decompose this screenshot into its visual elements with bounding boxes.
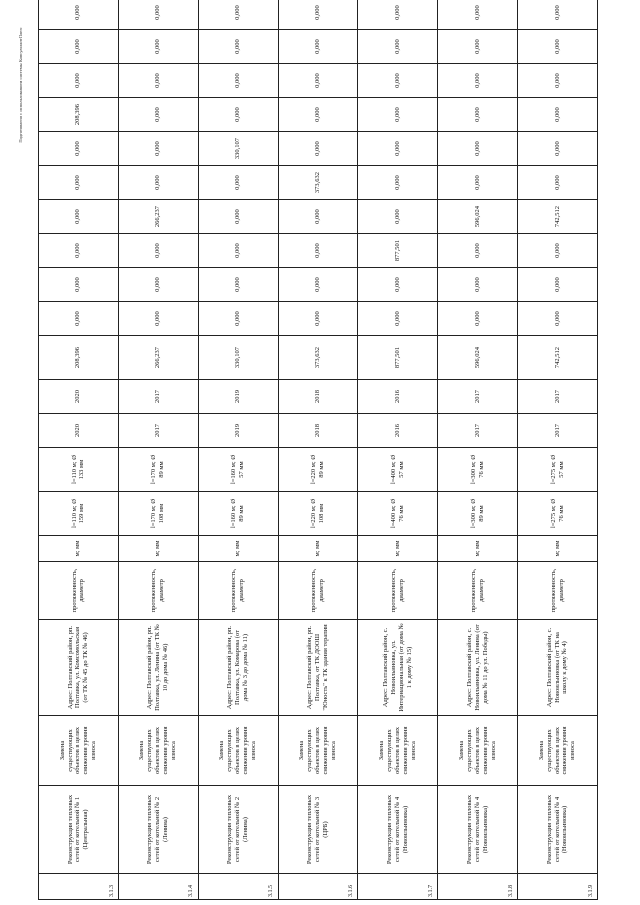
indicator-name: протяженность, диаметр <box>358 562 438 620</box>
row-code: 3.1.3 <box>39 874 119 900</box>
cost-2020: 208,396 <box>39 98 119 132</box>
year-start: 2020 <box>39 414 119 448</box>
year-start: 2017 <box>118 414 198 448</box>
value-before: l=170 м; Ø 108 мм <box>118 492 198 536</box>
cost-2020: 0,000 <box>358 98 438 132</box>
project-name: Реконструкция тепловых сетей от котельной № 4 (Новоильиновка) <box>358 786 438 874</box>
value-after: l=275 м; Ø 57 мм <box>518 448 598 492</box>
cost-col-1: 0,000 <box>118 302 198 336</box>
total-cost: 742,512 <box>518 336 598 380</box>
row-code: 3.1.7 <box>358 874 438 900</box>
cost-2017: 0,000 <box>198 200 278 234</box>
indicator-unit: м; мм <box>438 536 518 562</box>
total-cost: 877,501 <box>358 336 438 380</box>
cost-2018: 0,000 <box>198 166 278 200</box>
cost-col-2: 0,000 <box>118 268 198 302</box>
table-row <box>358 0 438 900</box>
cost-2018: 373,632 <box>278 166 358 200</box>
cost-2020: 0,000 <box>118 98 198 132</box>
cost-2016: 0,000 <box>39 234 119 268</box>
row-code: 3.1.5 <box>198 874 278 900</box>
value-after: l=110 м; Ø 133 мм <box>39 448 119 492</box>
value-after: l=300 м; Ø 76 мм <box>438 448 518 492</box>
cost-2018: 0,000 <box>438 166 518 200</box>
project-location: Адрес: Полтавский район, рп. Полтавка, от ТК ДООШ "Юность" к ТК здания терапии <box>278 620 358 716</box>
project-name: Реконструкция тепловых сетей от котельной № 4 (Новоильиновка) <box>518 786 598 874</box>
cost-col-2: 0,000 <box>39 268 119 302</box>
cost-col-1: 0,000 <box>39 302 119 336</box>
row-code: 3.1.8 <box>438 874 518 900</box>
cost-2019: 330,107 <box>198 132 278 166</box>
project-name: Реконструкция тепловых сетей от котельной № 2 (Ленина) <box>198 786 278 874</box>
cost-col-1: 0,000 <box>438 302 518 336</box>
cost-remaining: 0,000 <box>438 0 518 30</box>
project-location: Адрес: Полтавский район, рп. Полтавка, ул. Комсомольская (от ТК № 45 до ТК № 46) <box>39 620 119 716</box>
project-location: Адрес: Полтавский район, рп. Полтавка, ул. Комарова (от дома № 3 до дома № 11) <box>198 620 278 716</box>
project-name: Реконструкция тепловых сетей от котельной № 4 (Новоильиновка) <box>438 786 518 874</box>
investment-table <box>38 0 598 900</box>
project-purpose: Замена существующих объектов в целях снижения уровня износа <box>438 716 518 786</box>
indicator-unit: м; мм <box>278 536 358 562</box>
cost-2022: 0,000 <box>118 30 198 64</box>
cost-2018: 0,000 <box>118 166 198 200</box>
value-after: l=160 м; Ø 57 мм <box>198 448 278 492</box>
cost-remaining: 0,000 <box>198 0 278 30</box>
cost-2021: 0,000 <box>518 64 598 98</box>
table-row <box>198 0 278 900</box>
project-purpose: Замена существующих объектов в целях снижения уровня износа <box>358 716 438 786</box>
project-purpose: Замена существующих объектов в целях снижения уровня износа <box>518 716 598 786</box>
total-cost: 373,632 <box>278 336 358 380</box>
indicator-unit: м; мм <box>358 536 438 562</box>
indicator-unit: м; мм <box>39 536 119 562</box>
cost-2021: 0,000 <box>278 64 358 98</box>
cost-remaining: 0,000 <box>118 0 198 30</box>
cost-2019: 0,000 <box>39 132 119 166</box>
project-purpose: Замена существующих объектов в целях снижения уровня износа <box>118 716 198 786</box>
cost-2022: 0,000 <box>438 30 518 64</box>
cost-2021: 0,000 <box>39 64 119 98</box>
row-code: 3.1.6 <box>278 874 358 900</box>
value-before: l=400 м; Ø 76 мм <box>358 492 438 536</box>
cost-remaining: 0,000 <box>278 0 358 30</box>
project-location: Адрес: Полтавский район, с. Новоильиновка (от ТК на школу к дому № 4) <box>518 620 598 716</box>
project-purpose: Замена существующих объектов в целях снижения уровня износа <box>278 716 358 786</box>
indicator-unit: м; мм <box>198 536 278 562</box>
cost-2019: 0,000 <box>438 132 518 166</box>
cost-2021: 0,000 <box>358 64 438 98</box>
cost-2017: 0,000 <box>278 200 358 234</box>
table-row <box>518 0 598 900</box>
total-cost: 208,396 <box>39 336 119 380</box>
cost-2022: 0,000 <box>198 30 278 64</box>
cost-2022: 0,000 <box>39 30 119 64</box>
year-start: 2019 <box>198 414 278 448</box>
project-name: Реконструкция тепловых сетей от котельной № 2 (Ленина) <box>118 786 198 874</box>
project-location: Адрес: Полтавский район, с. Новоильиновка, ул. Интернациональная (от дома № 1 к дому № 15) <box>358 620 438 716</box>
total-cost: 266,237 <box>118 336 198 380</box>
year-end: 2018 <box>278 380 358 414</box>
cost-col-1: 0,000 <box>518 302 598 336</box>
project-purpose: Замена существующих объектов в целях снижения уровня износа <box>39 716 119 786</box>
cost-2019: 0,000 <box>358 132 438 166</box>
value-before: l=300 м; Ø 89 мм <box>438 492 518 536</box>
indicator-name: протяженность, диаметр <box>278 562 358 620</box>
cost-col-2: 0,000 <box>518 268 598 302</box>
cost-2020: 0,000 <box>198 98 278 132</box>
indicator-unit: м; мм <box>518 536 598 562</box>
indicator-name: протяженность, диаметр <box>518 562 598 620</box>
cost-col-1: 0,000 <box>278 302 358 336</box>
cost-2017: 596,024 <box>438 200 518 234</box>
cost-2021: 0,000 <box>198 64 278 98</box>
value-before: l=220 м; Ø 108 мм <box>278 492 358 536</box>
value-after: l=170 м; Ø 89 мм <box>118 448 198 492</box>
cost-remaining: 0,000 <box>358 0 438 30</box>
cost-2016: 0,000 <box>518 234 598 268</box>
cost-2017: 266,237 <box>118 200 198 234</box>
project-location: Адрес: Полтавский район, рп. Полтавка, ул. Ленина (от ТК № 10 до дома № 46) <box>118 620 198 716</box>
cost-2022: 0,000 <box>278 30 358 64</box>
year-start: 2016 <box>358 414 438 448</box>
year-end: 2017 <box>438 380 518 414</box>
cost-col-1: 0,000 <box>358 302 438 336</box>
year-end: 2020 <box>39 380 119 414</box>
year-start: 2018 <box>278 414 358 448</box>
cost-remaining: 0,000 <box>518 0 598 30</box>
indicator-unit: м; мм <box>118 536 198 562</box>
year-end: 2016 <box>358 380 438 414</box>
cost-2017: 0,000 <box>358 200 438 234</box>
year-start: 2017 <box>518 414 598 448</box>
cost-2018: 0,000 <box>518 166 598 200</box>
total-cost: 596,024 <box>438 336 518 380</box>
cost-2021: 0,000 <box>118 64 198 98</box>
cost-col-2: 0,000 <box>438 268 518 302</box>
value-before: l=110 м; Ø 159 мм <box>39 492 119 536</box>
cost-2019: 0,000 <box>518 132 598 166</box>
cost-2019: 0,000 <box>278 132 358 166</box>
year-end: 2019 <box>198 380 278 414</box>
row-code: 3.1.9 <box>518 874 598 900</box>
table-row <box>118 0 198 900</box>
cost-2020: 0,000 <box>278 98 358 132</box>
watermark-text: Подготовлено с использованием системы КонсультантПлюс <box>18 27 23 143</box>
project-purpose: Замена существующих объектов в целях снижения уровня износа <box>198 716 278 786</box>
cost-2020: 0,000 <box>438 98 518 132</box>
cost-2016: 0,000 <box>198 234 278 268</box>
cost-2016: 0,000 <box>278 234 358 268</box>
value-after: l=220 м; Ø 89 мм <box>278 448 358 492</box>
cost-remaining: 0,000 <box>39 0 119 30</box>
cost-2016: 0,000 <box>438 234 518 268</box>
year-start: 2017 <box>438 414 518 448</box>
cost-2019: 0,000 <box>118 132 198 166</box>
table-row <box>39 0 119 900</box>
cost-2022: 0,000 <box>358 30 438 64</box>
project-name: Реконструкция тепловых сетей от котельной № 3 (ЦРБ) <box>278 786 358 874</box>
project-location: Адрес: Полтавский район, с. Новоильиновка, ул. Ленина (от дома № 11 до ул. Победы) <box>438 620 518 716</box>
year-end: 2017 <box>118 380 198 414</box>
cost-col-2: 0,000 <box>198 268 278 302</box>
cost-2017: 0,000 <box>39 200 119 234</box>
cost-col-2: 0,000 <box>278 268 358 302</box>
row-code: 3.1.4 <box>118 874 198 900</box>
indicator-name: протяженность, диаметр <box>198 562 278 620</box>
cost-2018: 0,000 <box>358 166 438 200</box>
cost-2020: 0,000 <box>518 98 598 132</box>
table-row <box>438 0 518 900</box>
indicator-name: протяженность, диаметр <box>438 562 518 620</box>
indicator-name: протяженность, диаметр <box>39 562 119 620</box>
value-after: l=400 м; Ø 57 мм <box>358 448 438 492</box>
cost-2016: 877,501 <box>358 234 438 268</box>
cost-col-2: 0,000 <box>358 268 438 302</box>
total-cost: 330,107 <box>198 336 278 380</box>
value-before: l=275 м; Ø 76 мм <box>518 492 598 536</box>
project-name: Реконструкция тепловых сетей от котельной № 1 (Центральная) <box>39 786 119 874</box>
value-before: l=160 м; Ø 89 мм <box>198 492 278 536</box>
year-end: 2017 <box>518 380 598 414</box>
cost-2022: 0,000 <box>518 30 598 64</box>
cost-2016: 0,000 <box>118 234 198 268</box>
cost-2017: 742,512 <box>518 200 598 234</box>
cost-2018: 0,000 <box>39 166 119 200</box>
table-row <box>278 0 358 900</box>
indicator-name: протяженность, диаметр <box>118 562 198 620</box>
cost-2021: 0,000 <box>438 64 518 98</box>
cost-col-1: 0,000 <box>198 302 278 336</box>
